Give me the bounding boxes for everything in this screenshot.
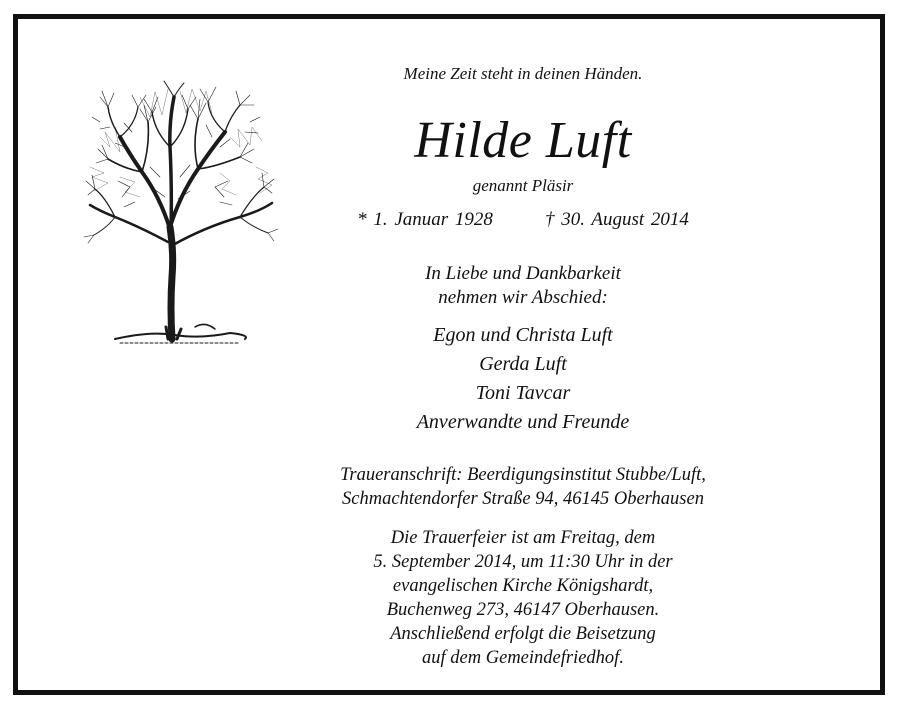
mourning-address bbox=[253, 463, 793, 511]
mourner-name: Egon und Christa Luft bbox=[433, 324, 613, 346]
ceremony-line: Anschließend erfolgt die Beisetzung bbox=[390, 624, 656, 644]
intro-line: nehmen wir Abschied: bbox=[438, 287, 608, 308]
mourner-name: Toni Tavcar bbox=[475, 382, 571, 404]
birth-date: * 1. Januar 1928 bbox=[357, 209, 493, 230]
ceremony-details bbox=[253, 526, 793, 670]
obituary-frame bbox=[13, 14, 885, 695]
ceremony-line: auf dem Gemeindefriedhof. bbox=[422, 648, 624, 668]
address-line: Traueranschrift: Beerdigungsinstitut Stubbe/Luft, bbox=[340, 465, 706, 485]
ceremony-line: evangelischen Kirche Königshardt, bbox=[392, 576, 654, 596]
bare-tree-icon bbox=[80, 77, 280, 347]
farewell-intro bbox=[253, 262, 793, 310]
deceased-name: Hilde Luft bbox=[414, 112, 632, 169]
intro-line: In Liebe und Dankbarkeit bbox=[425, 263, 621, 284]
death-date: † 30. August 2014 bbox=[544, 209, 689, 230]
mourner-name: Anverwandte und Freunde bbox=[416, 411, 630, 433]
ceremony-line: Buchenweg 273, 46147 Oberhausen. bbox=[386, 600, 660, 620]
ceremony-line: 5. September 2014, um 11:30 Uhr in der bbox=[373, 552, 673, 572]
ceremony-line: Die Trauerfeier ist am Freitag, dem bbox=[390, 528, 656, 548]
address-line: Schmachtendorfer Straße 94, 46145 Oberhausen bbox=[342, 489, 704, 509]
mourners-list bbox=[253, 321, 793, 437]
motto: Meine Zeit steht in deinen Händen. bbox=[403, 64, 643, 83]
mourner-name: Gerda Luft bbox=[479, 353, 567, 375]
life-dates bbox=[253, 209, 793, 231]
nickname: genannt Pläsir bbox=[472, 176, 574, 195]
